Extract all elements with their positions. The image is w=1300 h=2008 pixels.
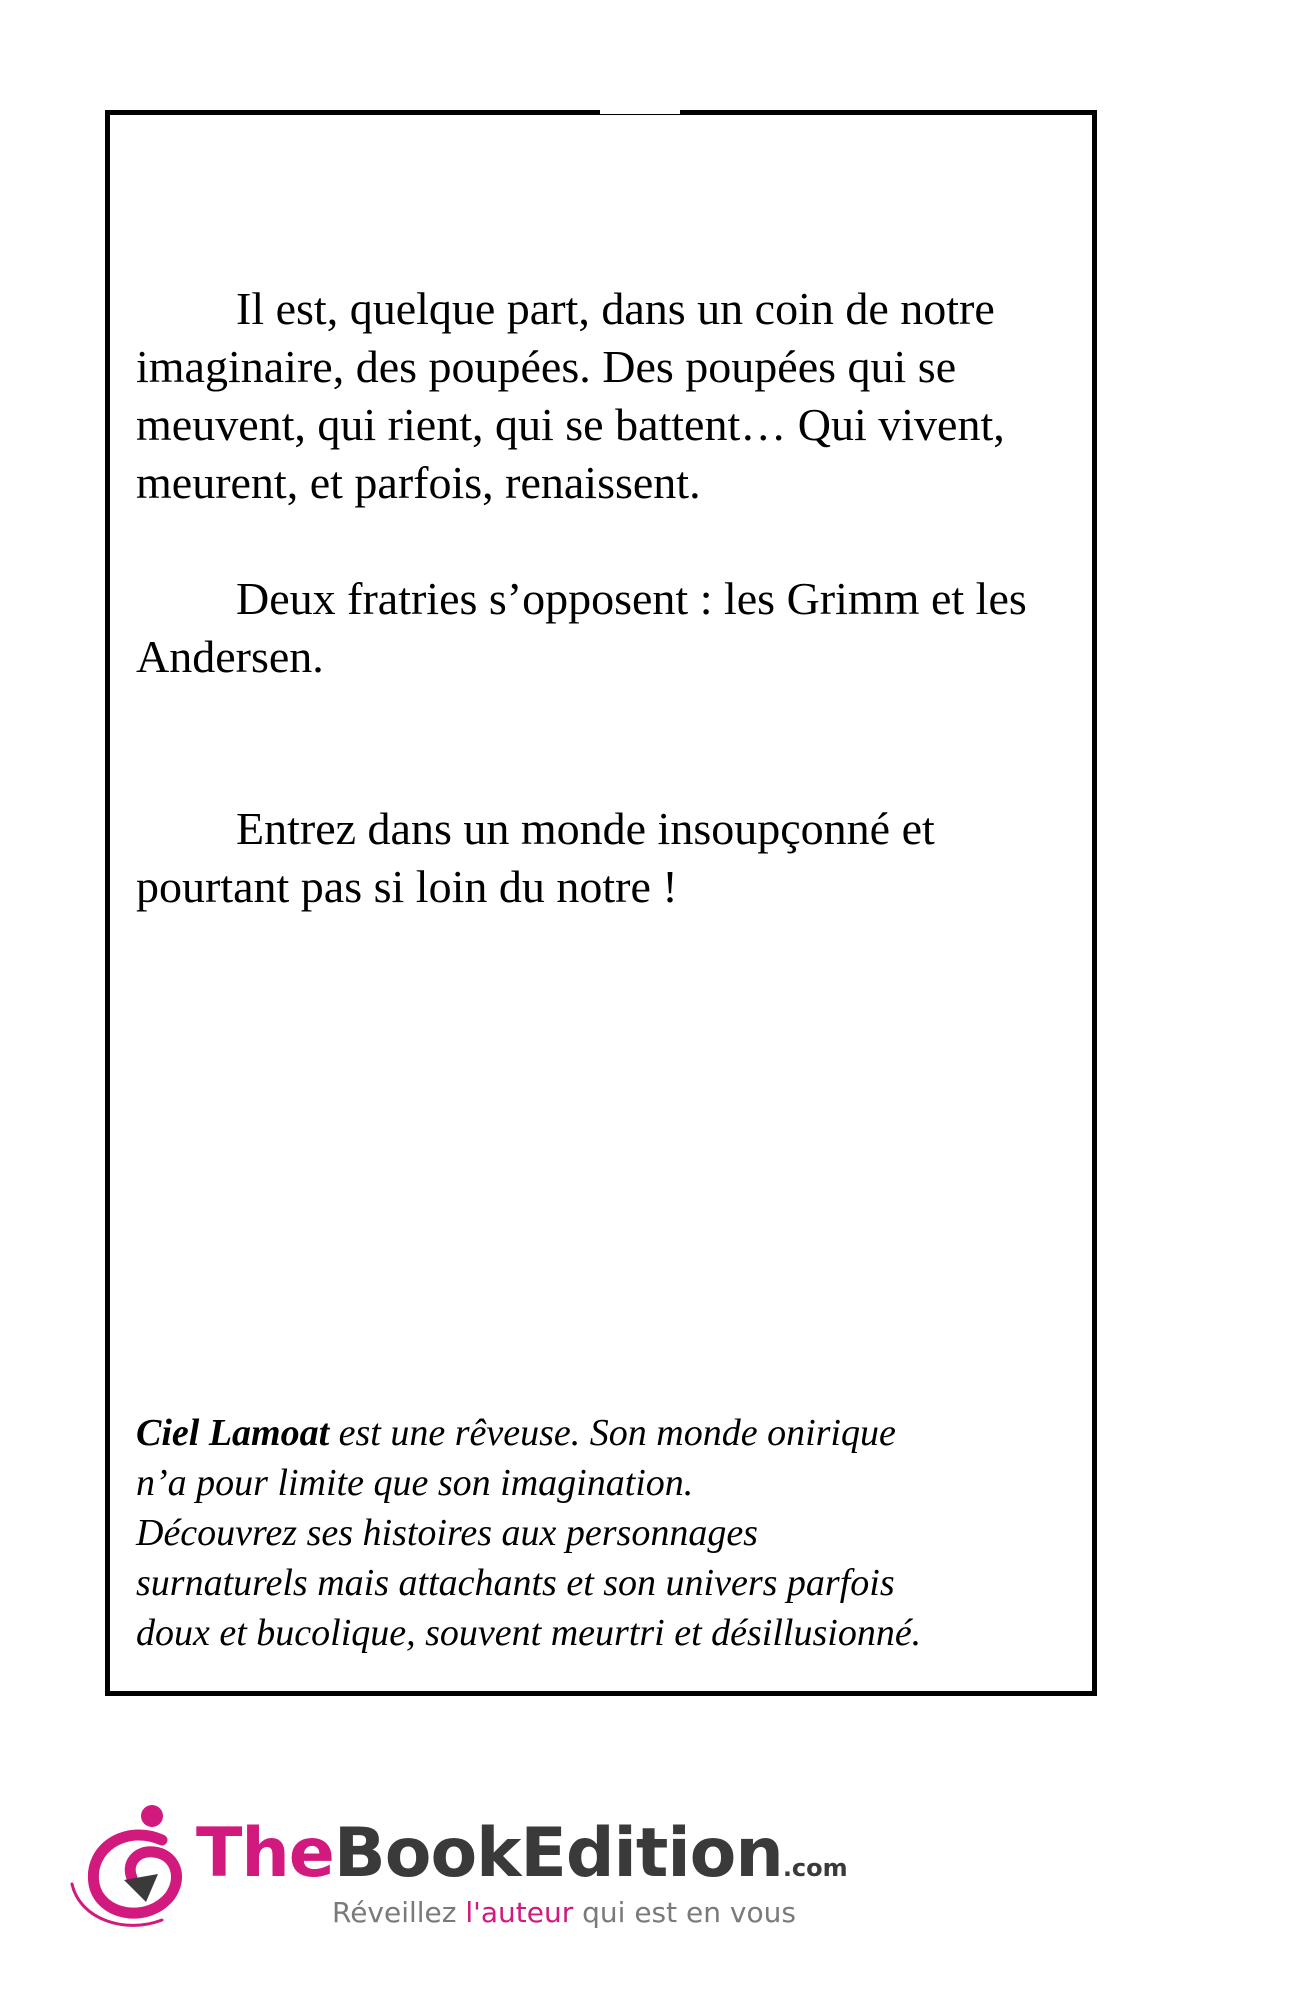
author-bio-line-3: Découvrez ses histoires aux personnages	[136, 1512, 758, 1554]
blurb-text-2: Deux fratries s’opposent : les Grimm et les Andersen.	[136, 573, 1027, 682]
author-bio-line-2: n’a pour limite que son imagination.	[136, 1462, 694, 1504]
author-bio-line-4: surnaturels mais attachants et son univers parfois	[136, 1562, 895, 1604]
blurb-paragraph-2	[136, 570, 1076, 686]
author-bio-line-1	[136, 1408, 1076, 1458]
blurb-text-1: Il est, quelque part, dans un coin de notre imaginaire, des poupées. Des poupées qui se meuvent, qui rient, qui se battent… Qui vivent, meurent, et parfois, renaissent.	[136, 283, 1005, 508]
author-bio	[136, 1408, 1076, 1658]
tagline-accent: l'auteur	[465, 1896, 574, 1929]
author-bio-line-5: doux et bucolique, souvent meurtri et désillusionné.	[136, 1612, 922, 1654]
blurb-text-3: Entrez dans un monde insoupçonné et pourtant pas si loin du notre !	[136, 803, 935, 912]
person-swirl-logo-icon	[66, 1800, 196, 1930]
tagline-after: qui est en vous	[573, 1896, 796, 1929]
blurb-paragraph-1	[136, 280, 1076, 512]
brand-the: The	[196, 1814, 334, 1893]
author-bio-line-1-text: est une rêveuse. Son monde onirique	[329, 1412, 896, 1454]
publisher-logo	[66, 1800, 866, 1950]
brand-tagline	[332, 1896, 796, 1929]
brand-book: Book	[333, 1814, 521, 1893]
brand-name	[196, 1814, 848, 1908]
brand-edition: Edition	[520, 1814, 783, 1893]
blurb-paragraph-3	[136, 800, 1076, 916]
author-name: Ciel Lamoat	[136, 1412, 330, 1454]
brand-com: .com	[782, 1854, 848, 1882]
frame-notch	[600, 106, 680, 114]
tagline-before: Réveillez	[332, 1896, 466, 1929]
